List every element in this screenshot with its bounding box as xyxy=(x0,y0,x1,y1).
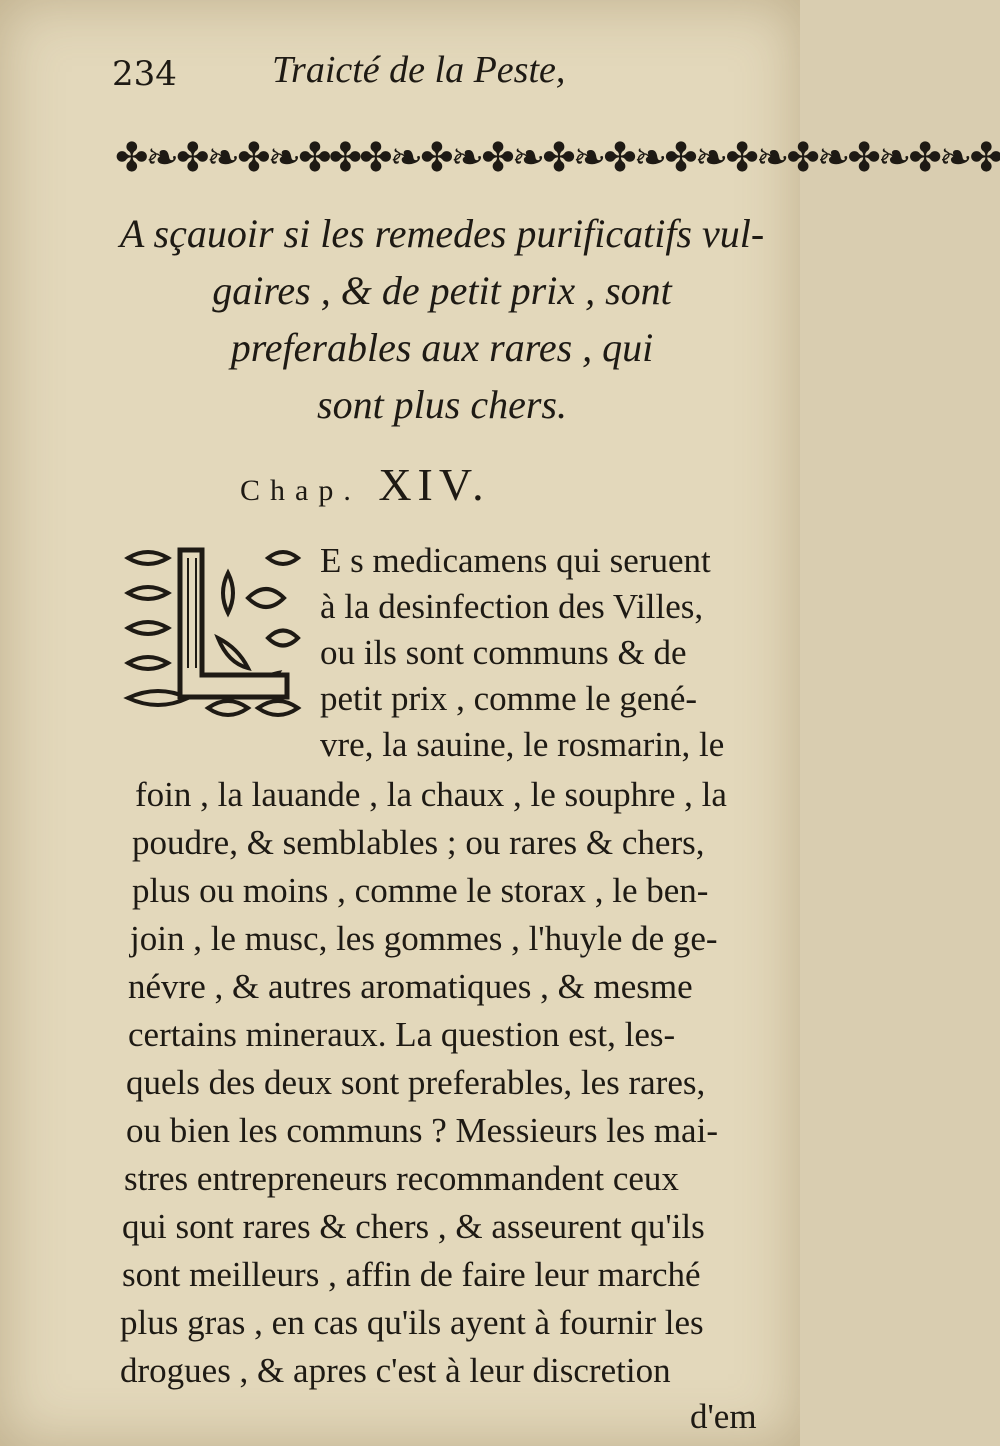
text-line: stres entrepreneurs recommandent ceux xyxy=(124,1159,679,1198)
text-line: certains mineraux. La question est, les- xyxy=(128,1015,676,1054)
text-line: ou ils sont communs & de xyxy=(320,633,687,672)
section-heading xyxy=(112,205,772,433)
text-line: plus ou moins , comme le storax , le ben- xyxy=(132,871,709,910)
text-line: join , le musc, les gommes , l'huyle de ge- xyxy=(130,919,718,958)
running-title: Traicté de la Peste, xyxy=(272,49,566,91)
decorated-initial xyxy=(118,538,306,723)
heading-line: sont plus chers. xyxy=(317,382,567,427)
text-line: à la desinfection des Villes, xyxy=(320,587,704,626)
chapter-heading xyxy=(240,458,640,511)
fleuron-border-ornament: ✤❧✤❧✤❧✤✤✤❧✤❧✤❧✤❧✤❧✤❧✤❧✤❧✤❧✤❧✤ xyxy=(115,135,1000,181)
text-line: foin , la lauande , la chaux , le souphre , la xyxy=(135,775,727,814)
text-line: névre , & autres aromatiques , & mesme xyxy=(128,967,693,1006)
text-line: drogues , & apres c'est à leur discretion xyxy=(120,1351,671,1390)
text-line: qui sont rares & chers , & asseurent qu'ils xyxy=(122,1207,705,1246)
text-line: ou bien les communs ? Messieurs les mai- xyxy=(126,1111,718,1150)
chapter-label: Chap. xyxy=(240,474,361,507)
text-line: poudre, & semblables ; ou rares & chers, xyxy=(132,823,705,862)
floral-initial-icon xyxy=(118,538,306,723)
chapter-number: XIV. xyxy=(378,459,490,510)
text-line: plus gras , en cas qu'ils ayent à fournir les xyxy=(120,1303,704,1342)
text-line: petit prix , comme le gené- xyxy=(320,679,698,718)
catchword: d'em xyxy=(690,1397,757,1436)
heading-line: preferables aux rares , qui xyxy=(230,325,654,370)
page-number: 234 xyxy=(112,54,177,94)
heading-line: A sçauoir si les remedes purificatifs vul- xyxy=(119,211,765,256)
running-head xyxy=(112,48,672,98)
heading-line: gaires , & de petit prix , sont xyxy=(212,268,672,313)
text-line: quels des deux sont preferables, les rares, xyxy=(126,1063,706,1102)
text-line: sont meilleurs , affin de faire leur marché xyxy=(122,1255,701,1294)
text-line: vre, la sauine, le rosmarin, le xyxy=(320,725,725,764)
text-line: E s medicamens qui seruent xyxy=(320,541,711,580)
